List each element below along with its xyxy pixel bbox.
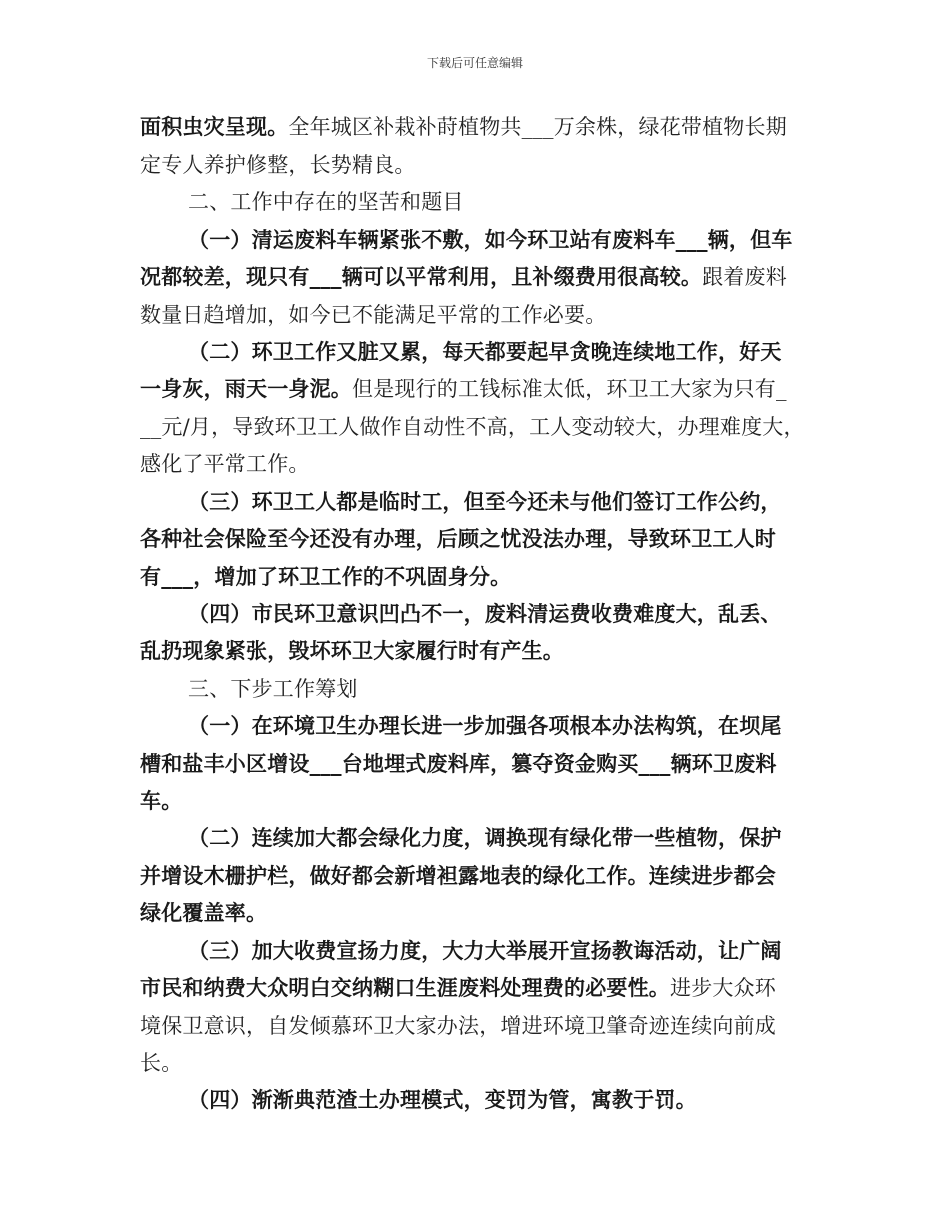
bold-text: 车。 bbox=[140, 788, 183, 813]
bold-text: 乱扔现象紧张，毁坏环卫大家履行时有产生。 bbox=[140, 638, 564, 663]
paragraph-line bbox=[140, 152, 416, 178]
bold-text: 况都较差，现只有___辆可以平常利用，且补缀费用很高较。 bbox=[140, 264, 703, 289]
normal-text: 进步大众环 bbox=[670, 976, 776, 1000]
paragraph-line bbox=[140, 975, 776, 1001]
paragraph-line bbox=[140, 751, 777, 777]
page-header: 下载后可任意编辑 bbox=[426, 56, 523, 70]
paragraph-line bbox=[140, 376, 787, 402]
paragraph-line bbox=[188, 489, 782, 515]
paragraph-line bbox=[140, 1050, 182, 1076]
section-heading bbox=[188, 189, 464, 215]
paragraph-line bbox=[188, 601, 782, 627]
paragraph-line bbox=[140, 114, 787, 140]
bold-text: （二）连续加大都会绿化力度，调换现有绿化带一些植物，保护 bbox=[188, 825, 782, 850]
paragraph-line bbox=[140, 900, 267, 926]
bold-text: 面积虫灾呈现。 bbox=[140, 114, 289, 139]
paragraph-line bbox=[140, 264, 787, 290]
normal-text: __元/月，导致环卫工人做作自动性不高，工人变动较大，办理难度大， bbox=[140, 415, 805, 439]
paragraph-line bbox=[140, 564, 511, 590]
normal-text: 定专人养护修整，长势精良。 bbox=[140, 153, 416, 177]
paragraph-line bbox=[188, 825, 782, 851]
bold-text: （一）清运废料车辆紧张不敷，如今环卫站有废料车___辆，但车 bbox=[188, 227, 793, 252]
bold-text: 绿化覆盖率。 bbox=[140, 900, 268, 925]
paragraph-line bbox=[140, 526, 776, 552]
normal-text: 境保卫意识，自发倾慕环卫大家办法，增进环境卫肇奇迹连续向前成 bbox=[140, 1014, 776, 1038]
bold-text: 槽和盐丰小区增设___台地埋式废料库，篡夺资金购买___辆环卫废料 bbox=[140, 751, 777, 776]
bold-text: 市民和纳费大众明白交纳糊口生涯废料处理费的必要性。 bbox=[140, 975, 670, 1000]
bold-text: （三）加大收费宣扬力度，大力大举展开宣扬教诲活动，让广阔 bbox=[188, 938, 782, 963]
bold-text: 各种社会保险至今还没有办理，后顾之忧没法办理，导致环卫工人时 bbox=[140, 526, 776, 551]
paragraph-line bbox=[188, 227, 793, 253]
paragraph-line bbox=[140, 788, 182, 814]
normal-text: 跟着废料 bbox=[702, 265, 787, 289]
normal-text: 但是现行的工钱标准太低，环卫工大家为只有_ bbox=[352, 377, 787, 401]
bold-text: （三）环卫工人都是临时工，但至今还未与他们签订工作公约， bbox=[188, 489, 782, 514]
paragraph-line bbox=[140, 638, 564, 664]
normal-text: 感化了平常工作。 bbox=[140, 452, 310, 476]
paragraph-line bbox=[188, 339, 782, 365]
normal-text: 长。 bbox=[140, 1051, 183, 1075]
bold-text: 有___，增加了环卫工作的不巩固身分。 bbox=[140, 564, 512, 589]
paragraph-line bbox=[188, 938, 782, 964]
bold-text: （二）环卫工作又脏又累，每天都要起早贪晚连续地工作，好天 bbox=[188, 339, 782, 364]
normal-text: 数量日趋增加，如今已不能满足平常的工作必要。 bbox=[140, 303, 607, 327]
paragraph-line bbox=[140, 451, 310, 477]
paragraph-line bbox=[140, 1013, 776, 1039]
bold-text: （四）渐渐典范渣土办理模式，变罚为管，寓教于罚。 bbox=[188, 1087, 697, 1112]
section-heading bbox=[188, 676, 358, 702]
paragraph-line bbox=[188, 713, 782, 739]
paragraph-line bbox=[188, 1087, 697, 1113]
normal-text: 二、工作中存在的坚苦和题目 bbox=[188, 190, 464, 214]
paragraph-line bbox=[140, 863, 776, 889]
bold-text: （一）在环境卫生办理长进一步加强各项根本办法构筑，在坝尾 bbox=[188, 713, 782, 738]
normal-text: 三、下步工作筹划 bbox=[188, 677, 358, 701]
paragraph-line bbox=[140, 414, 805, 440]
paragraph-line bbox=[140, 302, 606, 328]
bold-text: 并增设木栅护栏，做好都会新增袒露地表的绿化工作。连续进步都会 bbox=[140, 863, 776, 888]
normal-text: 全年城区补栽补莳植物共___万余株，绿花带植物长期 bbox=[288, 115, 787, 139]
bold-text: （四）市民环卫意识凹凸不一，废料清运费收费难度大，乱丢、 bbox=[188, 601, 782, 626]
bold-text: 一身灰，雨天一身泥。 bbox=[140, 376, 352, 401]
